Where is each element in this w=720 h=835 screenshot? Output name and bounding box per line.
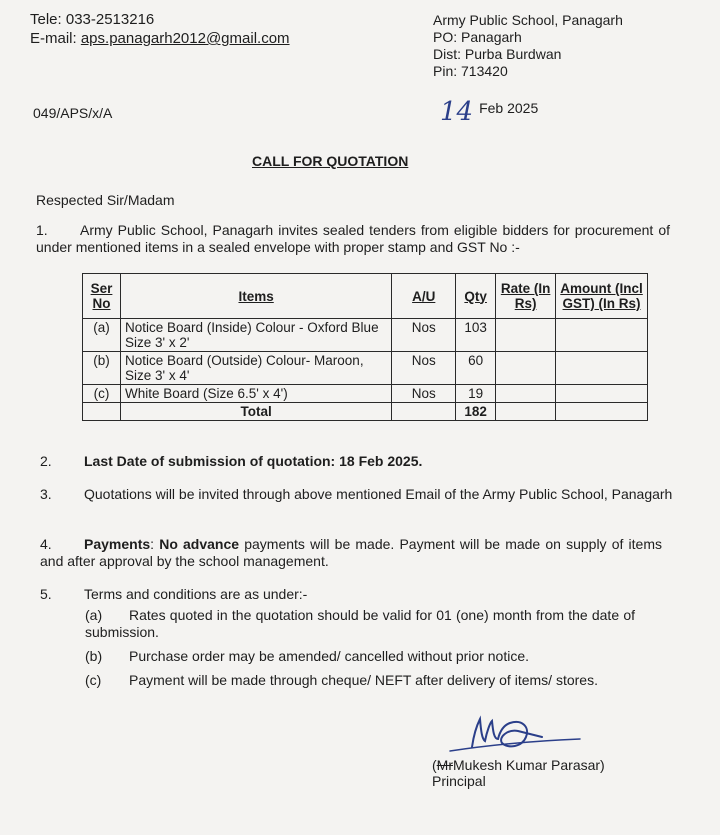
term-a-text: Rates quoted in the quotation should be valid for 01 (one) month from the date of submission.	[85, 607, 635, 640]
paragraph-4-text: payments will be made. Payment will be made on supply of items and after approval by the school management.	[40, 536, 662, 569]
col-header-rate: Rate (In Rs)	[496, 274, 556, 319]
term-b-label: (b)	[85, 648, 103, 664]
cell-item: Notice Board (Inside) Colour - Oxford Blue Size 3' x 2'	[120, 319, 391, 352]
cell-au: Nos	[392, 319, 456, 352]
cell-qty: 103	[456, 319, 496, 352]
email-label: E-mail:	[30, 30, 77, 47]
items-table	[82, 273, 648, 421]
paragraph-2-number: 2.	[40, 453, 52, 469]
term-a	[85, 607, 635, 641]
cell-au: Nos	[392, 385, 456, 403]
name-prefix-struck: Mr	[436, 757, 453, 773]
signatory-name	[432, 757, 605, 773]
cell-empty	[556, 403, 648, 421]
term-c-label: (c)	[85, 672, 102, 688]
page-title: CALL FOR QUOTATION	[252, 153, 409, 169]
cell-empty	[83, 403, 121, 421]
name-text: Mukesh Kumar Parasar)	[453, 757, 605, 773]
table-row	[83, 319, 648, 352]
address-line-3: Dist: Purba Burdwan	[433, 46, 562, 62]
no-advance: No advance	[159, 536, 240, 552]
cell-amount	[556, 352, 648, 385]
signatory-block	[432, 757, 605, 789]
contact-block	[30, 10, 290, 48]
cell-ser: (b)	[83, 352, 121, 385]
table-row	[83, 352, 648, 385]
cell-item: White Board (Size 6.5' x 4')	[120, 385, 391, 403]
address-block	[433, 12, 623, 80]
address-line-1: Army Public School, Panagarh	[433, 12, 623, 28]
col-header-qty: Qty	[456, 274, 496, 319]
term-c-text: Payment will be made through cheque/ NEFT after delivery of items/ stores.	[129, 672, 598, 688]
reference-number: 049/APS/x/A	[33, 105, 113, 121]
paragraph-3-text: Quotations will be invited through above mentioned Email of the Army Public School, Panagarh	[84, 486, 673, 502]
cell-empty	[392, 403, 456, 421]
cell-empty	[496, 403, 556, 421]
term-a-label: (a)	[85, 607, 103, 623]
col-header-items: Items	[120, 274, 391, 319]
letter-date	[440, 97, 538, 127]
cell-ser: (a)	[83, 319, 121, 352]
paragraph-1-text: Army Public School, Panagarh invites sealed tenders from eligible bidders for procurement of under mentioned items in a sealed envelope with proper stamp and GST No :-	[36, 222, 670, 255]
telephone: Tele: 033-2513216	[30, 11, 155, 28]
paragraph-5-text: Terms and conditions are as under:-	[84, 586, 308, 602]
term-c	[85, 672, 670, 689]
date-month-year: Feb 2025	[479, 100, 539, 116]
cell-amount	[556, 319, 648, 352]
cell-amount	[556, 385, 648, 403]
cell-qty: 19	[456, 385, 496, 403]
table-row	[83, 385, 648, 403]
table-total-row	[83, 403, 648, 421]
paragraph-3-number: 3.	[40, 486, 52, 502]
paragraph-3	[40, 486, 674, 503]
paragraph-4-number: 4.	[40, 536, 52, 552]
signature-scribble-icon	[430, 705, 630, 765]
paragraph-4: 4. Payments: No advance payments will be made. Payment will be made on supply of items and after approval by the school management.	[40, 536, 662, 569]
paragraph-1-number: 1.	[36, 222, 48, 238]
cell-rate	[496, 385, 556, 403]
total-label: Total	[120, 403, 391, 421]
paragraph-5	[40, 586, 307, 602]
term-b	[85, 648, 670, 665]
salutation: Respected Sir/Madam	[36, 192, 175, 208]
address-line-2: PO: Panagarh	[433, 29, 522, 45]
payments-heading: Payments	[84, 536, 151, 552]
address-line-4: Pin: 713420	[433, 63, 508, 79]
col-header-ser-no: Ser No	[83, 274, 121, 319]
col-header-amount: Amount (Incl GST) (In Rs)	[556, 274, 648, 319]
email-line	[30, 29, 290, 48]
cell-qty: 60	[456, 352, 496, 385]
cell-ser: (c)	[83, 385, 121, 403]
cell-rate	[496, 319, 556, 352]
date-day-handwritten: 14	[440, 97, 474, 127]
cell-rate	[496, 352, 556, 385]
cell-item: Notice Board (Outside) Colour- Maroon, Size 3' x 4'	[120, 352, 391, 385]
paragraph-2-text: Last Date of submission of quotation: 18 Feb 2025.	[84, 453, 423, 469]
paragraph-2	[40, 453, 422, 469]
paragraph-1	[36, 222, 670, 256]
col-header-au: A/U	[392, 274, 456, 319]
signatory-designation: Principal	[432, 773, 486, 789]
email-link[interactable]: aps.panagarh2012@gmail.com	[80, 30, 290, 47]
paragraph-5-number: 5.	[40, 586, 52, 602]
table-header-row	[83, 274, 648, 319]
cell-au: Nos	[392, 352, 456, 385]
term-b-text: Purchase order may be amended/ cancelled without prior notice.	[129, 648, 529, 664]
name-open-paren: (	[432, 757, 437, 773]
total-qty: 182	[456, 403, 496, 421]
